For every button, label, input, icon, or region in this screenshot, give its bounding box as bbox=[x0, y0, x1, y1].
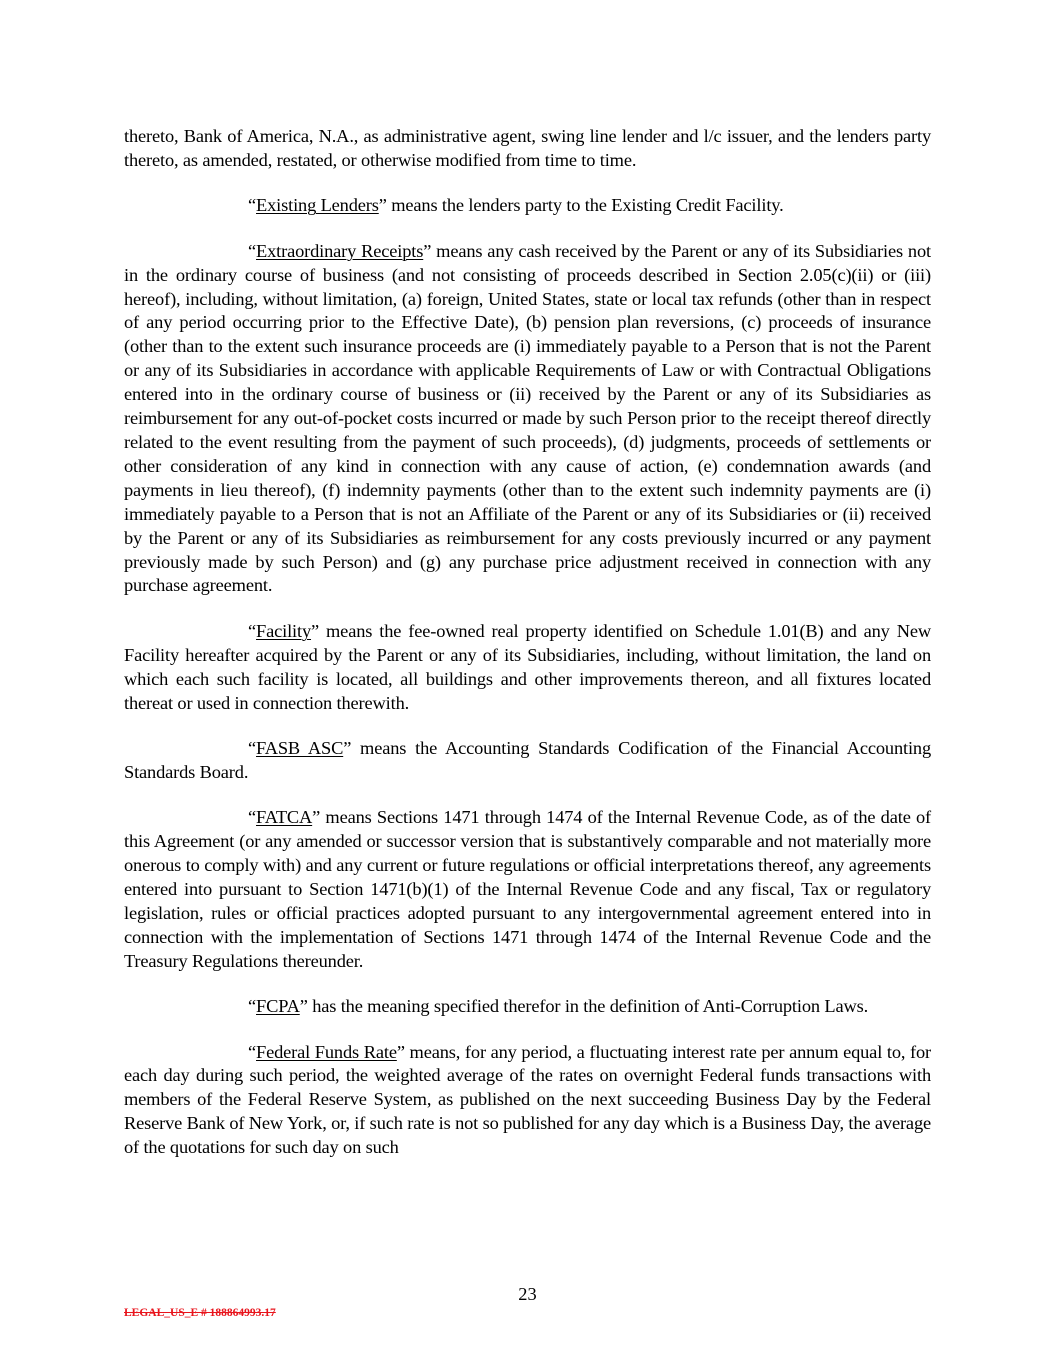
definition-text: means any cash received by the Parent or any of its Subsidiaries not in the ordinary course of business (and not consisting of proceeds described in Section 2.05(c)(ii) or (iii) hereof), including, without limitation, (a) foreign, United States, state or local tax refunds (other than in respect of any period occurring prior to the Effective Date), (b) pension plan reversions, (c) proceeds of insurance (other than to the extent such insurance proceeds are (i) immediately payable to a Person that is not the Parent or any of its Subsidiaries in accordance with applicable Requirements of Law or with Contractual Obligations entered into in the ordinary course of business or (ii) received by the Parent or any of its Subsidiaries as reimbursement for any out-of-pocket costs incurred or made by such Person prior to the receipt thereof directly related to the event resulting from the payment of such proceeds), (d) judgments, proceeds of settlements or other consideration of any kind in connection with any cause of action, (e) condemnation awards (and payments in lieu thereof), (f) indemnity payments (other than to the extent such indemnity payments are (i) immediately payable to a Person that is not an Affiliate of the Parent or any of its Subsidiaries or (ii) received by the Parent or any of its Subsidiaries as reimbursement for any costs previously incurred or any payment previously made by such Person) and (g) any purchase price adjustment received in connection with any purchase agreement. bbox=[124, 240, 931, 596]
open-quote: “ bbox=[248, 996, 257, 1017]
definition-extraordinary-receipts bbox=[124, 240, 931, 599]
defined-term: Extraordinary Receipts bbox=[256, 240, 424, 261]
definition-facility bbox=[124, 620, 931, 716]
definition-text: means, for any period, a fluctuating interest rate per annum equal to, for each day during such period, the weighted average of the rates on overnight Federal funds transactions with members of the Federal Reserve System, as published on the next succeeding Business Day by the Federal Reserve Bank of New York, or, if such rate is not so published for any day which is a Business Day, the average of the quotations for such day on such bbox=[124, 1041, 931, 1158]
definition-fasb-asc bbox=[124, 737, 931, 785]
open-quote: “ bbox=[248, 1041, 257, 1062]
defined-term: Existing Lenders bbox=[256, 195, 379, 216]
continuation-paragraph: thereto, Bank of America, N.A., as administrative agent, swing line lender and l/c issuer, and the lenders party thereto, as amended, restated, or otherwise modified from time to time. bbox=[124, 126, 931, 170]
close-quote: ” bbox=[343, 737, 352, 758]
open-quote: “ bbox=[248, 807, 257, 828]
definition-fatca bbox=[124, 806, 931, 973]
close-quote: ” bbox=[423, 240, 432, 261]
open-quote: “ bbox=[248, 195, 257, 216]
defined-term: Facility bbox=[256, 620, 312, 641]
close-quote: ” bbox=[378, 195, 387, 216]
open-quote: “ bbox=[248, 240, 257, 261]
defined-term: Federal Funds Rate bbox=[256, 1041, 397, 1062]
close-quote: ” bbox=[299, 996, 308, 1017]
close-quote: ” bbox=[311, 620, 320, 641]
defined-term: FCPA bbox=[256, 996, 300, 1017]
page-number: 23 bbox=[518, 1284, 537, 1304]
open-quote: “ bbox=[248, 737, 257, 758]
definition-text: means Sections 1471 through 1474 of the Internal Revenue Code, as of the date of this Agreement (or any amended or successor version that is substantively comparable and not materially more onerous to comply with) and any current or future regulations or official interpretations thereof, any agreements entered into pursuant to Section 1471(b)(1) of the Internal Revenue Code and any fiscal, Tax or regulatory legislation, rules or official practices adopted pursuant to any intergovernmental agreement entered into in connection with the implementation of Sections 1471 through 1474 of the Internal Revenue Code and the Treasury Regulations thereunder. bbox=[124, 807, 931, 971]
definition-text: means the fee-owned real property identified on Schedule 1.01(B) and any New Facility hereafter acquired by the Parent or any of its Subsidiaries, including, without limitation, the land on which each such facility is located, all buildings and other improvements thereon, and all fixtures located thereat or used in connection therewith. bbox=[124, 620, 931, 713]
close-quote: ” bbox=[312, 807, 321, 828]
definition-text: means the Accounting Standards Codification of the Financial Accounting Standards Board. bbox=[124, 737, 931, 782]
defined-term: FATCA bbox=[256, 807, 313, 828]
defined-term: FASB ASC bbox=[256, 737, 344, 758]
definition-text: means the lenders party to the Existing Credit Facility. bbox=[386, 195, 784, 216]
definition-existing-lenders bbox=[124, 194, 931, 218]
close-quote: ” bbox=[396, 1041, 405, 1062]
document-id-footer: LEGAL_US_E # 188864993.17 bbox=[124, 1307, 276, 1319]
definition-federal-funds-rate bbox=[124, 1041, 931, 1161]
definition-fcpa bbox=[124, 995, 931, 1019]
document-page bbox=[124, 125, 931, 1182]
definition-text: has the meaning specified therefor in the definition of Anti-Corruption Laws. bbox=[307, 996, 869, 1017]
open-quote: “ bbox=[248, 620, 257, 641]
